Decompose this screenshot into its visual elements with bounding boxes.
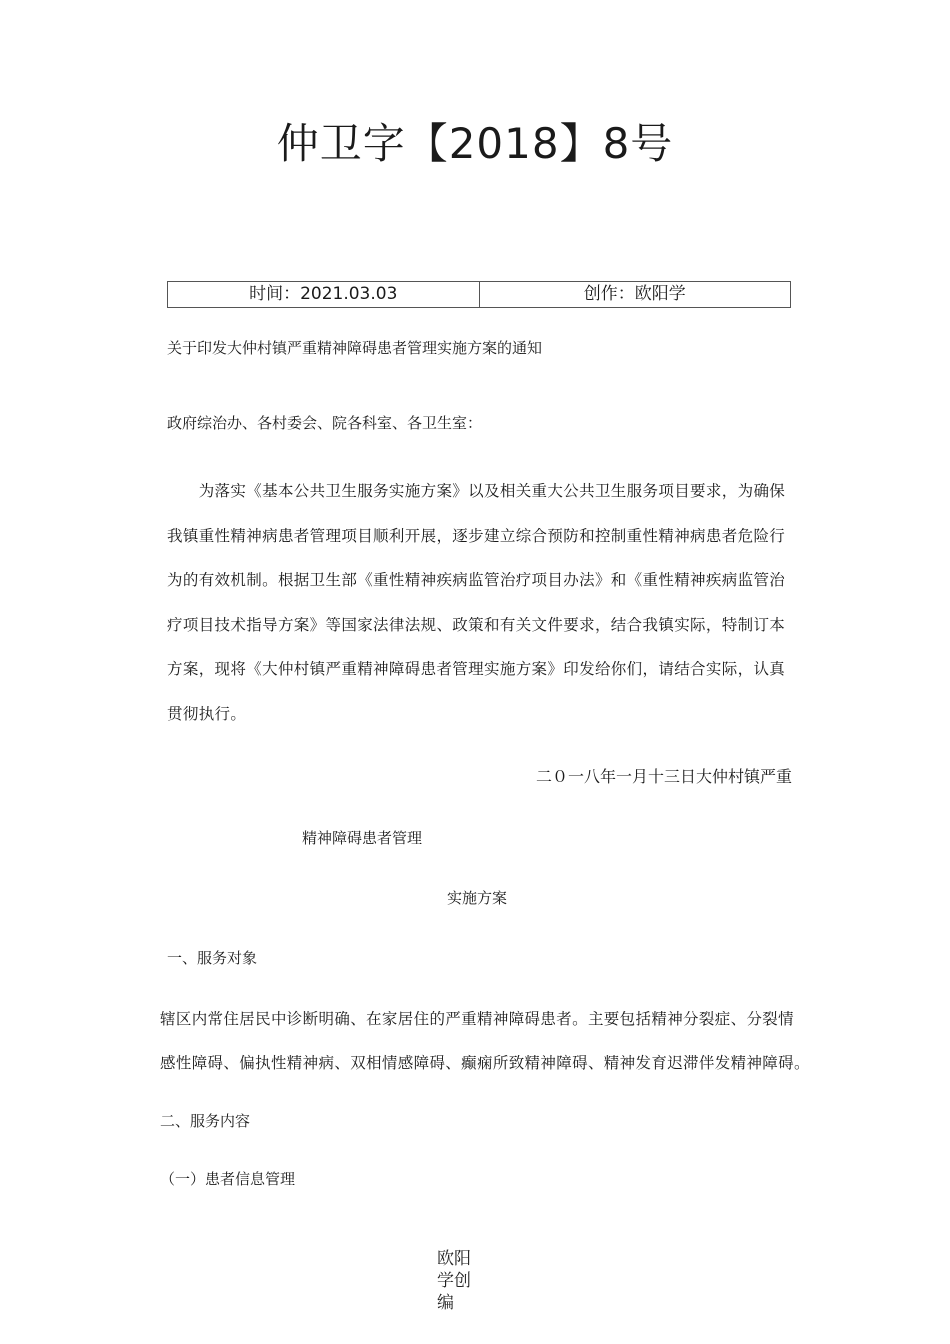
body-line: 为落实《基本公共卫生服务实施方案》以及相关重大公共卫生服务项目要求，为确保 <box>167 482 786 500</box>
section1-heading: 一、服务对象 <box>167 949 258 967</box>
body-line: 为的有效机制。根据卫生部《重性精神疾病监管治疗项目办法》和《重性精神疾病监管治 <box>167 571 786 590</box>
notice-subject: 关于印发大仲村镇严重精神障碍患者管理实施方案的通知 <box>167 339 543 357</box>
author-cell: 创作：欧阳学 <box>479 282 791 307</box>
body-line: 我镇重性精神病患者管理项目顺利开展，逐步建立综合预防和控制重性精神病患者危险行 <box>167 526 786 545</box>
plan-title-line2: 实施方案 <box>447 889 508 907</box>
subsection1-heading: （一）患者信息管理 <box>160 1170 296 1188</box>
notice-body <box>167 480 791 748</box>
section1-body <box>160 1008 810 1096</box>
meta-table <box>167 281 791 308</box>
body-line: 疗项目技术指导方案》等国家法律法规、政策和有关文件要求，结合我镇实际，特制订本 <box>167 615 786 634</box>
document-title: 仲卫字【2018】8号 <box>276 119 674 168</box>
body-line: 方案，现将《大仲村镇严重精神障碍患者管理实施方案》印发给你们，请结合实际，认真 <box>167 660 786 679</box>
section2-heading: 二、服务内容 <box>160 1112 251 1130</box>
footer-watermark: 欧阳学创编 <box>437 1249 471 1313</box>
plan-title-line1: 精神障碍患者管理 <box>302 829 423 847</box>
section1-line: 感性障碍、偏执性精神病、双相情感障碍、癫痫所致精神障碍、精神发育迟滞伴发精神障碍。 <box>160 1054 810 1072</box>
date-signature: 二０一八年一月十三日大仲村镇严重 <box>535 767 792 786</box>
recipients-line: 政府综治办、各村委会、院各科室、各卫生室： <box>167 414 483 432</box>
section1-line: 辖区内常住居民中诊断明确、在家居住的严重精神障碍患者。主要包括精神分裂症、分裂情 <box>160 1010 795 1028</box>
time-cell: 时间：2021.03.03 <box>249 284 398 304</box>
body-line: 贯彻执行。 <box>167 704 247 723</box>
